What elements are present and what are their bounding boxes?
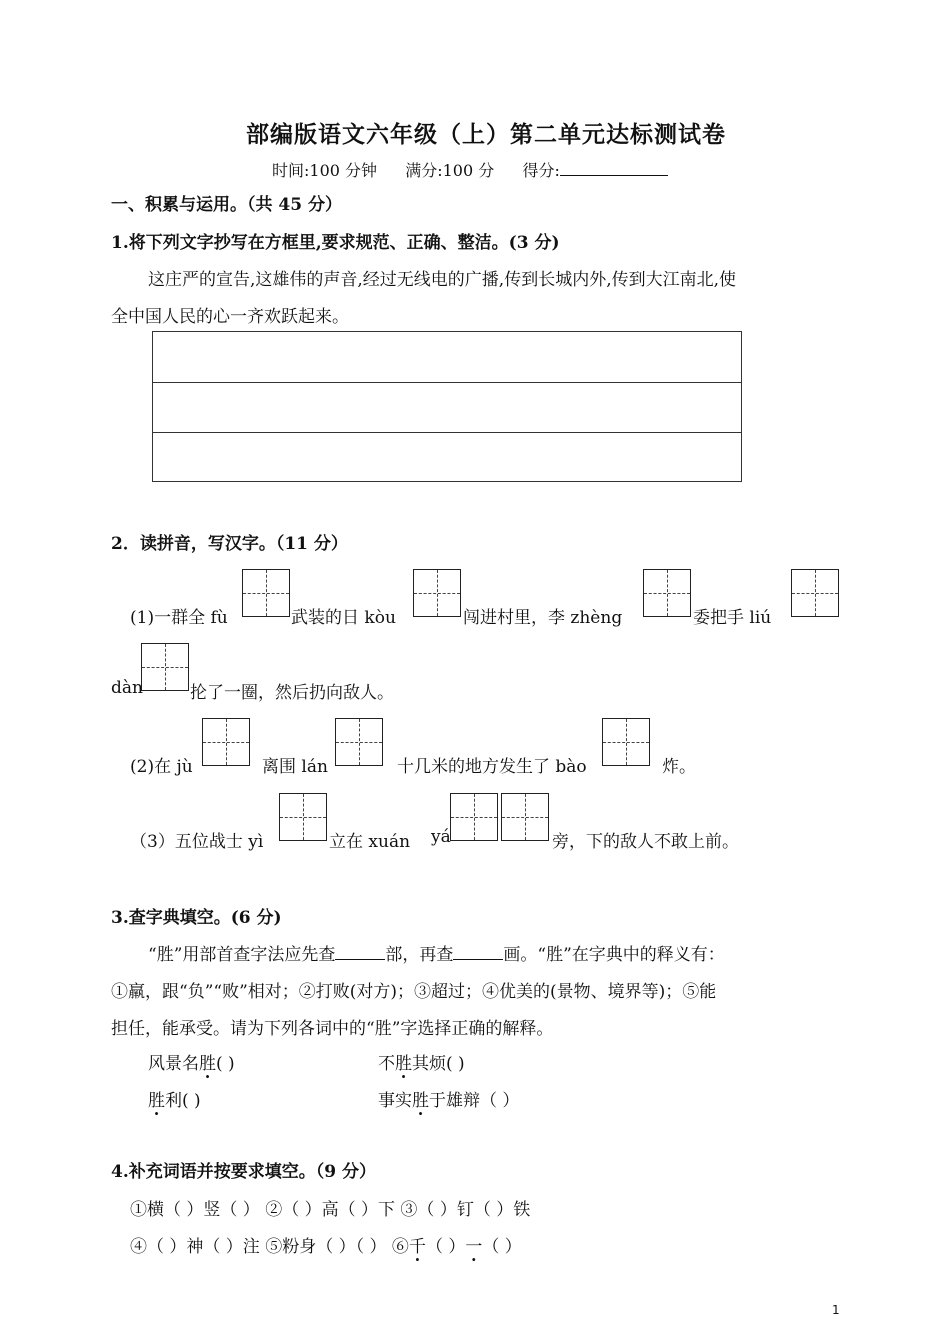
dotted-char: 千 (408, 1237, 426, 1257)
q2-r4-text-c: yá (431, 827, 451, 847)
q2-r1-text-c: 闯进村里，李 zhèng (463, 608, 623, 628)
q3-word-3[interactable] (148, 1086, 201, 1111)
pinyin-answer-box[interactable] (141, 643, 189, 691)
pinyin-answer-box[interactable] (202, 718, 250, 766)
q1-passage-line2: 全中国人民的心一齐欢跃起来。 (111, 307, 349, 327)
score-blank[interactable] (560, 159, 668, 176)
pinyin-answer-box[interactable] (450, 793, 498, 841)
q2-r1-text-a: (1)一群全 fù (130, 608, 228, 628)
word-text: 事实 (378, 1091, 412, 1111)
q2-r4-text-b: 立在 xuán (329, 832, 411, 852)
word-text: 其烦( ) (412, 1054, 465, 1074)
q4-row-2[interactable] (130, 1232, 522, 1257)
idiom-text: （ ） (425, 1237, 466, 1257)
dotted-char: 胜 (148, 1091, 165, 1111)
q1-heading: 1.将下列文字抄写在方框里,要求规范、正确、整洁。(3 分) (111, 233, 560, 253)
q3-line2: ①羸，跟“负”“败”相对；②打败(对方)；③超过；④优美的(景物、境界等)；⑤能 (111, 982, 717, 1002)
q3-word-4[interactable] (378, 1086, 519, 1111)
pinyin-answer-box[interactable] (501, 793, 549, 841)
section-heading: 一、积累与运用。（共 45 分） (111, 195, 342, 215)
q3-line1 (148, 940, 725, 965)
q1-passage-line1: 这庄严的宣告,这雄伟的声音,经过无线电的广播,传到长城内外,传到大江南北,使 (148, 270, 737, 290)
dotted-char: 胜 (412, 1091, 429, 1111)
pinyin-answer-box[interactable] (791, 569, 839, 617)
copy-writing-box[interactable] (152, 331, 742, 482)
copy-box-divider (153, 432, 741, 433)
q3-word-1[interactable] (148, 1049, 235, 1074)
q3-word-2[interactable] (378, 1049, 465, 1074)
word-text: 风景名 (148, 1054, 199, 1074)
copy-box-divider (153, 382, 741, 383)
q2-r4-text-d: 旁，下的敌人不敢上前。 (552, 832, 739, 852)
q2-r2-text-b: 抡了一圈，然后扔向敌人。 (190, 683, 394, 703)
q3-line1-c: 画。“胜”在字典中的释义有： (503, 945, 725, 965)
q3-heading: 3.查字典填空。(6 分) (111, 908, 282, 928)
pinyin-answer-box[interactable] (643, 569, 691, 617)
q4-row-1[interactable]: ①横（ ）竖（ ） ②（ ）高（ ）下 ③（ ）钉（ ）铁 (130, 1200, 531, 1220)
q2-r1-text-b: 武装的日 kòu (291, 608, 396, 628)
q2-r1-text-d: 委把手 liú (693, 608, 772, 628)
q3-line1-a: “胜”用部首查字法应先查 (148, 945, 336, 965)
q2-r3-text-d: 炸。 (662, 757, 696, 777)
word-text: 不 (378, 1054, 395, 1074)
q3-line3: 担任，能承受。请为下列各词中的“胜”字选择正确的解释。 (111, 1019, 554, 1039)
q2-heading: 2．读拼音，写汉字。（11 分） (111, 534, 348, 554)
pinyin-answer-box[interactable] (242, 569, 290, 617)
q2-r3-text-a: (2)在 jù (130, 757, 193, 777)
page-number: 1 (832, 1303, 840, 1317)
exam-info (272, 158, 668, 181)
dotted-char: 胜 (395, 1054, 412, 1074)
q2-r4-text-a: （3）五位战士 yì (130, 832, 264, 852)
stroke-count-blank[interactable] (453, 942, 503, 960)
word-text: 于雄辩（ ） (429, 1091, 520, 1111)
q3-line1-b: 部，再查 (385, 945, 454, 965)
pinyin-answer-box[interactable] (279, 793, 327, 841)
radical-blank[interactable] (335, 942, 385, 960)
word-text: 利( ) (165, 1091, 201, 1111)
q2-r3-text-c: 十几米的地方发生了 bào (397, 757, 587, 777)
q4-heading: 4.补充词语并按要求填空。（9 分） (111, 1162, 376, 1182)
dotted-char: 胜 (199, 1054, 216, 1074)
dotted-char: 一 (465, 1237, 483, 1257)
pinyin-answer-box[interactable] (602, 718, 650, 766)
q2-r2-text-a: dàn (111, 678, 143, 698)
idiom-text: ④（ ）神（ ）注 ⑤粉身（ ）（ ） ⑥ (130, 1237, 409, 1257)
pinyin-answer-box[interactable] (335, 718, 383, 766)
time-label: 时间:100 分钟 (272, 161, 378, 180)
idiom-text: （ ） (482, 1237, 522, 1257)
score-label: 得分: (522, 161, 560, 180)
page-title: 部编版语文六年级（上）第二单元达标测试卷 (246, 121, 726, 148)
q2-r3-text-b: 离围 lán (262, 757, 328, 777)
answer-paren: ( ) (216, 1054, 235, 1074)
full-score-label: 满分:100 分 (405, 161, 495, 180)
pinyin-answer-box[interactable] (413, 569, 461, 617)
